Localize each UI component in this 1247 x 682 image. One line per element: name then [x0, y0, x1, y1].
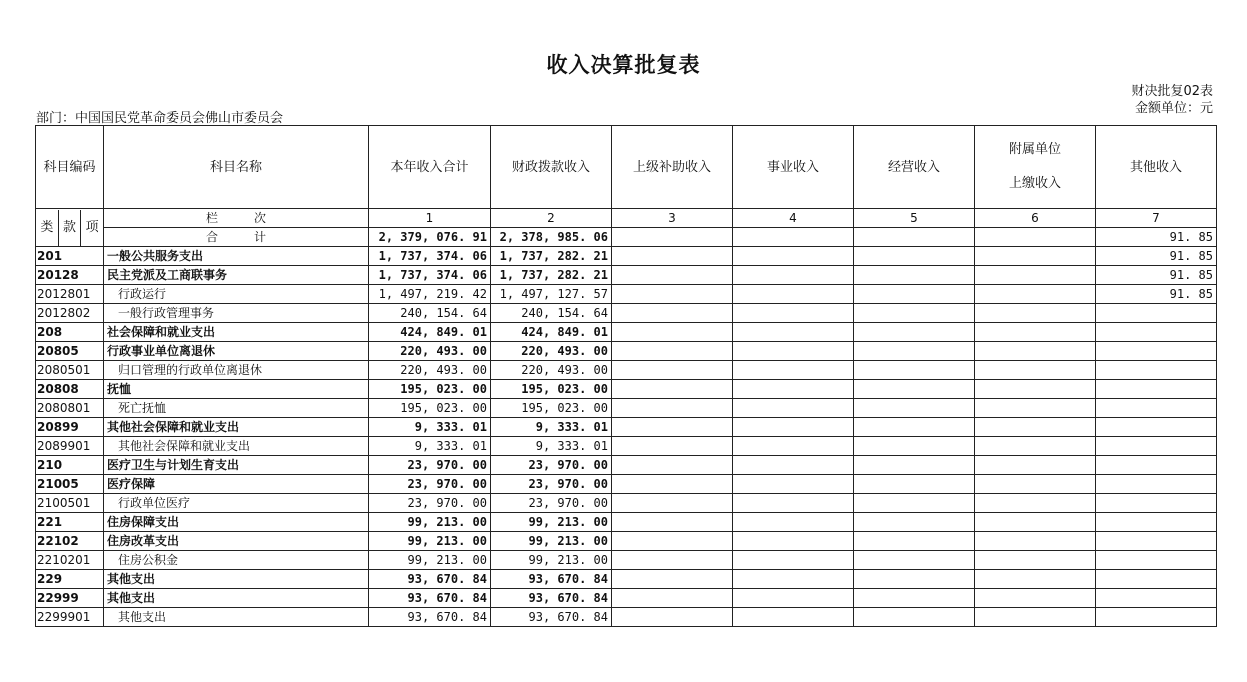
header-operating: 经营收入 — [854, 126, 975, 209]
row-operating — [854, 608, 975, 627]
table-row — [36, 247, 1217, 266]
row-other — [1096, 570, 1217, 589]
row-business — [733, 361, 854, 380]
row-fiscal: 93, 670. 84 — [491, 570, 612, 589]
row-other — [1096, 304, 1217, 323]
row-superior — [612, 437, 733, 456]
row-operating — [854, 380, 975, 399]
row-business — [733, 323, 854, 342]
row-code: 2299901 — [36, 608, 104, 627]
row-superior — [612, 589, 733, 608]
column-number-row — [36, 209, 1217, 228]
row-business — [733, 380, 854, 399]
row-business — [733, 399, 854, 418]
amount-unit: 金额单位：元 — [1134, 101, 1213, 116]
row-operating — [854, 247, 975, 266]
row-affiliate — [975, 342, 1096, 361]
row-business — [733, 513, 854, 532]
row-other — [1096, 494, 1217, 513]
row-operating — [854, 418, 975, 437]
row-code: 2089901 — [36, 437, 104, 456]
row-other — [1096, 475, 1217, 494]
row-fiscal: 424, 849. 01 — [491, 323, 612, 342]
col-num-7: 7 — [1096, 209, 1217, 228]
row-operating — [854, 475, 975, 494]
header-business: 事业收入 — [733, 126, 854, 209]
row-operating — [854, 589, 975, 608]
row-operating — [854, 437, 975, 456]
row-affiliate — [975, 285, 1096, 304]
row-fiscal: 99, 213. 00 — [491, 551, 612, 570]
total-affiliate — [975, 228, 1096, 247]
row-name: 其他支出 — [104, 570, 369, 589]
row-affiliate — [975, 494, 1096, 513]
row-total: 1, 497, 219. 42 — [369, 285, 491, 304]
row-code: 22999 — [36, 589, 104, 608]
row-business — [733, 608, 854, 627]
row-code: 21005 — [36, 475, 104, 494]
row-fiscal: 220, 493. 00 — [491, 361, 612, 380]
row-code: 208 — [36, 323, 104, 342]
row-other — [1096, 589, 1217, 608]
row-affiliate — [975, 456, 1096, 475]
table-row — [36, 418, 1217, 437]
row-superior — [612, 380, 733, 399]
row-total: 93, 670. 84 — [369, 589, 491, 608]
row-business — [733, 589, 854, 608]
row-affiliate — [975, 323, 1096, 342]
row-superior — [612, 342, 733, 361]
table-row — [36, 437, 1217, 456]
row-total: 220, 493. 00 — [369, 361, 491, 380]
category-labels — [36, 209, 104, 247]
row-total: 93, 670. 84 — [369, 570, 491, 589]
row-operating — [854, 513, 975, 532]
row-superior — [612, 570, 733, 589]
row-superior — [612, 266, 733, 285]
row-affiliate — [975, 361, 1096, 380]
row-affiliate — [975, 551, 1096, 570]
row-total: 195, 023. 00 — [369, 399, 491, 418]
row-operating — [854, 551, 975, 570]
row-superior — [612, 513, 733, 532]
row-other: 91. 85 — [1096, 285, 1217, 304]
table-row — [36, 513, 1217, 532]
row-fiscal: 240, 154. 64 — [491, 304, 612, 323]
row-name: 行政单位医疗 — [104, 494, 369, 513]
row-operating — [854, 342, 975, 361]
row-name: 住房改革支出 — [104, 532, 369, 551]
row-other — [1096, 342, 1217, 361]
row-affiliate — [975, 247, 1096, 266]
row-fiscal: 23, 970. 00 — [491, 475, 612, 494]
row-other — [1096, 437, 1217, 456]
row-total: 93, 670. 84 — [369, 608, 491, 627]
col-num-3: 3 — [612, 209, 733, 228]
row-superior — [612, 551, 733, 570]
row-operating — [854, 323, 975, 342]
header-row — [36, 126, 1217, 209]
row-superior — [612, 532, 733, 551]
row-code: 201 — [36, 247, 104, 266]
table-row — [36, 551, 1217, 570]
row-total: 240, 154. 64 — [369, 304, 491, 323]
row-other: 91. 85 — [1096, 247, 1217, 266]
row-fiscal: 23, 970. 00 — [491, 494, 612, 513]
row-code: 2012802 — [36, 304, 104, 323]
page-title: 收入决算批复表 — [546, 53, 701, 77]
row-business — [733, 570, 854, 589]
table-row — [36, 608, 1217, 627]
row-operating — [854, 266, 975, 285]
row-operating — [854, 494, 975, 513]
table-row — [36, 532, 1217, 551]
row-code: 20899 — [36, 418, 104, 437]
row-total: 9, 333. 01 — [369, 418, 491, 437]
row-total: 9, 333. 01 — [369, 437, 491, 456]
row-superior — [612, 304, 733, 323]
row-code: 2100501 — [36, 494, 104, 513]
row-name: 其他支出 — [104, 589, 369, 608]
row-superior — [612, 456, 733, 475]
row-fiscal: 93, 670. 84 — [491, 608, 612, 627]
total-superior — [612, 228, 733, 247]
row-fiscal: 195, 023. 00 — [491, 380, 612, 399]
row-total: 424, 849. 01 — [369, 323, 491, 342]
row-other — [1096, 513, 1217, 532]
income-table — [35, 125, 1217, 627]
row-affiliate — [975, 513, 1096, 532]
row-operating — [854, 361, 975, 380]
row-operating — [854, 399, 975, 418]
table-row — [36, 285, 1217, 304]
row-code: 20805 — [36, 342, 104, 361]
row-operating — [854, 456, 975, 475]
row-fiscal: 220, 493. 00 — [491, 342, 612, 361]
row-business — [733, 437, 854, 456]
row-total: 220, 493. 00 — [369, 342, 491, 361]
department-label: 部门：中国国民党革命委员会佛山市委员会 — [36, 111, 284, 126]
row-name: 行政运行 — [104, 285, 369, 304]
table-row — [36, 361, 1217, 380]
header-affiliate-line2: 上缴收入 — [1008, 176, 1061, 191]
row-superior — [612, 323, 733, 342]
row-operating — [854, 570, 975, 589]
row-affiliate — [975, 608, 1096, 627]
row-affiliate — [975, 380, 1096, 399]
row-total: 23, 970. 00 — [369, 456, 491, 475]
row-operating — [854, 285, 975, 304]
col-num-2: 2 — [491, 209, 612, 228]
row-affiliate — [975, 589, 1096, 608]
row-name: 死亡抚恤 — [104, 399, 369, 418]
row-superior — [612, 247, 733, 266]
total-row — [36, 228, 1217, 247]
total-label: 合 计 — [104, 228, 369, 247]
row-code: 2012801 — [36, 285, 104, 304]
row-fiscal: 99, 213. 00 — [491, 513, 612, 532]
row-business — [733, 285, 854, 304]
row-other — [1096, 399, 1217, 418]
row-code: 20808 — [36, 380, 104, 399]
row-name: 一般行政管理事务 — [104, 304, 369, 323]
row-other — [1096, 361, 1217, 380]
row-name: 医疗保障 — [104, 475, 369, 494]
row-name: 抚恤 — [104, 380, 369, 399]
row-other — [1096, 532, 1217, 551]
row-superior — [612, 418, 733, 437]
row-total: 1, 737, 374. 06 — [369, 247, 491, 266]
header-affiliate — [975, 126, 1096, 209]
row-fiscal: 99, 213. 00 — [491, 532, 612, 551]
row-name: 其他社会保障和就业支出 — [104, 418, 369, 437]
table-row — [36, 570, 1217, 589]
table-row — [36, 380, 1217, 399]
table-row — [36, 399, 1217, 418]
row-affiliate — [975, 437, 1096, 456]
table-row — [36, 266, 1217, 285]
row-total: 23, 970. 00 — [369, 475, 491, 494]
form-code: 财决批复02表 — [1131, 84, 1213, 99]
row-business — [733, 247, 854, 266]
row-affiliate — [975, 570, 1096, 589]
row-operating — [854, 304, 975, 323]
row-other: 91. 85 — [1096, 266, 1217, 285]
row-total: 99, 213. 00 — [369, 532, 491, 551]
column-label: 栏 次 — [104, 209, 369, 228]
row-name: 民主党派及工商联事务 — [104, 266, 369, 285]
table-row — [36, 323, 1217, 342]
row-other — [1096, 456, 1217, 475]
row-name: 归口管理的行政单位离退休 — [104, 361, 369, 380]
row-superior — [612, 608, 733, 627]
row-fiscal: 1, 497, 127. 57 — [491, 285, 612, 304]
cat-xiang: 项 — [85, 219, 99, 235]
row-fiscal: 1, 737, 282. 21 — [491, 247, 612, 266]
row-affiliate — [975, 304, 1096, 323]
row-total: 195, 023. 00 — [369, 380, 491, 399]
total-operating — [854, 228, 975, 247]
header-name: 科目名称 — [104, 126, 369, 209]
row-name: 行政事业单位离退休 — [104, 342, 369, 361]
row-fiscal: 93, 670. 84 — [491, 589, 612, 608]
row-superior — [612, 285, 733, 304]
row-business — [733, 551, 854, 570]
total-amount: 2, 379, 076. 91 — [369, 228, 491, 247]
row-name: 其他支出 — [104, 608, 369, 627]
cat-lei: 类 — [36, 210, 59, 246]
header-fiscal: 财政拨款收入 — [491, 126, 612, 209]
row-name: 一般公共服务支出 — [104, 247, 369, 266]
form-info — [1131, 83, 1213, 117]
row-affiliate — [975, 532, 1096, 551]
row-business — [733, 456, 854, 475]
row-code: 210 — [36, 456, 104, 475]
row-code: 2210201 — [36, 551, 104, 570]
row-total: 99, 213. 00 — [369, 551, 491, 570]
row-other — [1096, 380, 1217, 399]
row-affiliate — [975, 399, 1096, 418]
table-row — [36, 494, 1217, 513]
row-business — [733, 532, 854, 551]
total-other: 91. 85 — [1096, 228, 1217, 247]
row-business — [733, 494, 854, 513]
col-num-6: 6 — [975, 209, 1096, 228]
header-superior: 上级补助收入 — [612, 126, 733, 209]
col-num-1: 1 — [369, 209, 491, 228]
row-business — [733, 418, 854, 437]
table-row — [36, 589, 1217, 608]
row-code: 221 — [36, 513, 104, 532]
table-row — [36, 456, 1217, 475]
row-name: 医疗卫生与计划生育支出 — [104, 456, 369, 475]
row-name: 住房保障支出 — [104, 513, 369, 532]
table-row — [36, 342, 1217, 361]
row-name: 社会保障和就业支出 — [104, 323, 369, 342]
table-row — [36, 475, 1217, 494]
header-total: 本年收入合计 — [369, 126, 491, 209]
row-business — [733, 342, 854, 361]
row-name: 其他社会保障和就业支出 — [104, 437, 369, 456]
row-other — [1096, 551, 1217, 570]
row-affiliate — [975, 266, 1096, 285]
table-row — [36, 304, 1217, 323]
total-fiscal: 2, 378, 985. 06 — [491, 228, 612, 247]
row-fiscal: 9, 333. 01 — [491, 418, 612, 437]
total-business — [733, 228, 854, 247]
row-fiscal: 23, 970. 00 — [491, 456, 612, 475]
row-other — [1096, 323, 1217, 342]
row-code: 229 — [36, 570, 104, 589]
header-affiliate-line1: 附属单位 — [1008, 142, 1061, 157]
header-other: 其他收入 — [1096, 126, 1217, 209]
row-business — [733, 475, 854, 494]
row-other — [1096, 608, 1217, 627]
row-total: 23, 970. 00 — [369, 494, 491, 513]
row-fiscal: 9, 333. 01 — [491, 437, 612, 456]
row-total: 1, 737, 374. 06 — [369, 266, 491, 285]
row-business — [733, 266, 854, 285]
row-code: 2080801 — [36, 399, 104, 418]
row-affiliate — [975, 475, 1096, 494]
row-fiscal: 1, 737, 282. 21 — [491, 266, 612, 285]
row-superior — [612, 494, 733, 513]
row-operating — [854, 532, 975, 551]
row-code: 20128 — [36, 266, 104, 285]
row-code: 22102 — [36, 532, 104, 551]
cat-kuan: 款 — [59, 210, 82, 246]
row-superior — [612, 399, 733, 418]
row-superior — [612, 361, 733, 380]
row-fiscal: 195, 023. 00 — [491, 399, 612, 418]
row-other — [1096, 418, 1217, 437]
header-code: 科目编码 — [36, 126, 104, 209]
row-total: 99, 213. 00 — [369, 513, 491, 532]
col-num-5: 5 — [854, 209, 975, 228]
row-superior — [612, 475, 733, 494]
row-business — [733, 304, 854, 323]
col-num-4: 4 — [733, 209, 854, 228]
row-affiliate — [975, 418, 1096, 437]
row-code: 2080501 — [36, 361, 104, 380]
row-name: 住房公积金 — [104, 551, 369, 570]
